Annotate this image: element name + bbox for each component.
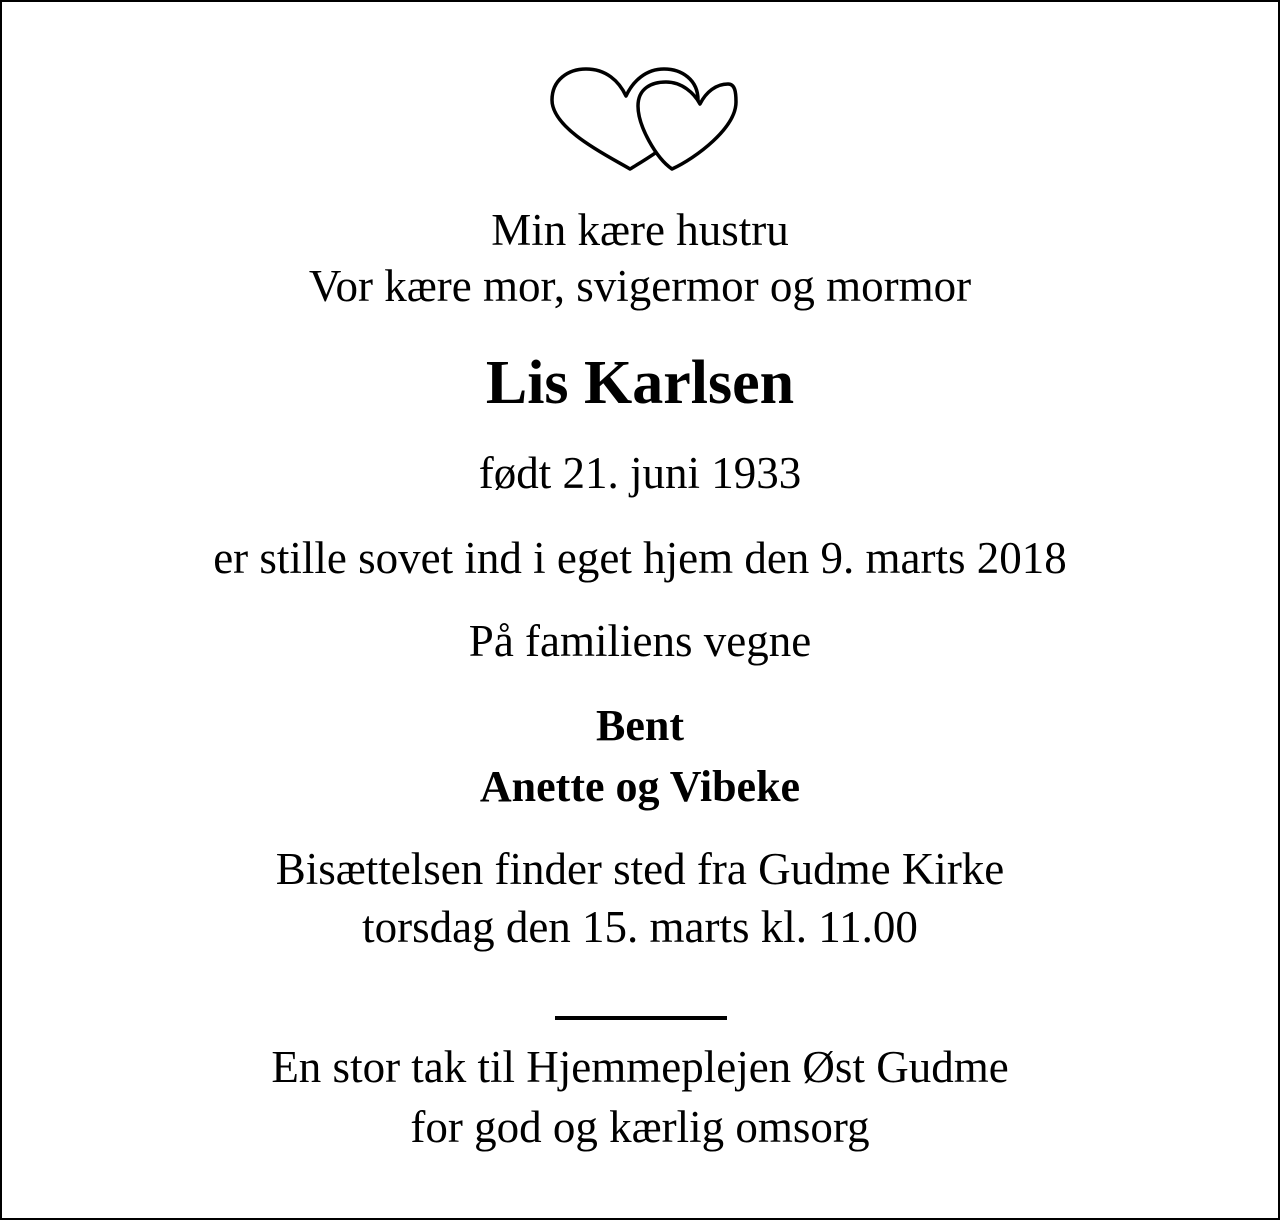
deceased-name: Lis Karlsen <box>485 349 795 417</box>
birth-date: født 21. juni 1933 <box>478 448 802 498</box>
intro-line-1: Min kære hustru <box>491 205 789 255</box>
funeral-line-2: torsdag den 15. marts kl. 11.00 <box>362 902 918 952</box>
death-statement: er stille sovet ind i eget hjem den 9. marts 2018 <box>213 533 1067 583</box>
intro-line-2: Vor kære mor, svigermor og mormor <box>308 261 972 311</box>
thanks-line-1: En stor tak til Hjemmeplejen Øst Gudme <box>271 1042 1009 1092</box>
signatory-2: Anette og Vibeke <box>479 762 801 811</box>
separator-line <box>555 1016 727 1020</box>
thanks-line-2: for god og kærlig omsorg <box>410 1102 870 1152</box>
two-hearts-icon <box>548 66 740 174</box>
funeral-line-1: Bisættelsen finder sted fra Gudme Kirke <box>275 844 1005 894</box>
on-behalf-line: På familiens vegne <box>468 616 812 666</box>
signatory-1: Bent <box>596 701 684 750</box>
